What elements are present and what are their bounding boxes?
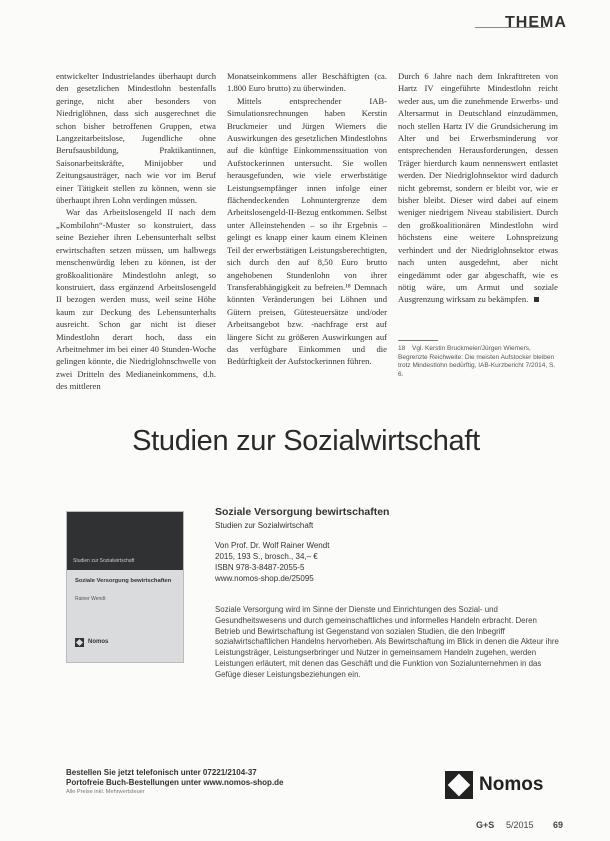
paragraph xyxy=(398,70,558,306)
paragraph: Monatseinkommens aller Beschäftigten (ca. 1.800 Euro brutto) zu überwinden. xyxy=(227,71,387,94)
ad-headline: Studien zur Sozialwirtschaft xyxy=(132,425,480,457)
book-cover-title: Soziale Versorgung bewirtschaften xyxy=(75,578,172,584)
paragraph: entwickelter Industrielandes überhaupt durch den gesetzlichen Mindestlohn bestenfalls geringe, nicht aber besonders von Niedriglöhnen, dass sich ausgerechnet die schon bisher betroffenen Gruppen, etwa Langzeitarbeitslose, Jugendliche ohne Berufsausbildung, Praktikantinnen, Saisonarbeitskräfte, Minijobber und Zeitungsausträger, nach wie vor im Beruf einer Tätigkeit stellen zu können, wenn sie überhaupt ihren Lohn verdingen müssen. xyxy=(56,71,216,206)
book-cover-series: Studien zur Sozialwirtschaft xyxy=(73,558,135,564)
paragraph: Mittels entsprechender IAB-Simulationsrechnungen haben Kerstin Bruckmeier und Jürgen Wiemers die Auswirkungen des gesetzlichen Mindestlohns auf die künftige Einkommenssituation von Aufstockerinnen untersucht. Sie wollen herausgefunden, wie viele erwerbstätige Leistungsempfänger innen infolge einer flächendeckenden Lohnuntergrenze dem Arbeitslosengeld-II-Bezug entkommen. Selbst unter Alleinstehenden – so ihr Ergebnis – gelingt es knapp einer kaum einem Kleinen Teil der erwerbstätigen Leistungsberechtigten, sich durch den auf 8,50 Euro brutto angehobenen Stundenlohn von ihrer Transferabhängigkeit zu befreien.¹⁸ Demnach könnten Veränderungen bei Löhnen und Gütern preisen, Gütesteuersätze und/oder Arbeitsangebot bzw. -nachfrage erst auf längere Sicht zu größeren Auswirkungen auf das verfügbare Einkommen und die Bedürftigkeit der Aufstockerinnen führen. xyxy=(227,95,387,367)
product-description: Soziale Versorgung wird im Sinne der Dienste und Einrichtungen des Sozial- und Gesundheitswesens und durch gemeinschaftliches und informelles Handeln erbracht. Deren Betrieb und Bewirtschaftung ist Gegenstand von sozialen Studien, die den Inbegriff sozialwirtschaftlichen Handelns hervorheben. Als Bewirtschaftung im Blick in denen die Akteur ihre Leistungsträger, Leistungserbringer und Nutzer in gemeinsamem Handeln zugehen, werden Leistungen erläutert, mit denen das Geschäft und die Funktion von Sozialunternehmen in das Gefüge dieser Leistungsbeziehungen ein. xyxy=(215,605,559,679)
product-title: Soziale Versorgung bewirtschaften xyxy=(215,506,390,518)
footnote-number: 18 xyxy=(398,345,406,352)
nomos-wordmark: Nomos xyxy=(479,774,544,795)
product-author: Von Prof. Dr. Wolf Rainer Wendt xyxy=(215,541,330,550)
journal-issue: 5/2015 xyxy=(506,820,534,830)
nomos-logo-icon xyxy=(75,638,84,647)
book-cover-publisher: Nomos xyxy=(88,639,109,645)
article-column-1 xyxy=(56,70,216,393)
product-details: 2015, 193 S., brosch., 34,– € xyxy=(215,552,318,561)
end-of-article-mark xyxy=(534,297,539,302)
product-info xyxy=(215,506,555,584)
article-column-2 xyxy=(227,70,387,368)
article-column-3 xyxy=(398,70,558,306)
nomos-diamond-icon xyxy=(445,771,473,799)
book-cover[interactable] xyxy=(66,511,184,663)
product-isbn: ISBN 978-3-8487-2055-5 xyxy=(215,563,305,572)
product-subtitle: Studien zur Sozialwirtschaft xyxy=(215,521,314,530)
product-url[interactable]: www.nomos-shop.de/25095 xyxy=(215,574,314,583)
footnote-text: Vgl. Kerstin Bruckmeier/Jürgen Wiemers, Begrenzte Reichweite: Die meisten Aufstocker bleiben trotz Mindestlohn bedürftig, IAB-Kurzbericht 7/2014, S. 6. xyxy=(398,345,556,378)
footnote-rule xyxy=(398,340,438,341)
paragraph-text: Durch 6 Jahre nach dem Inkrafttreten von Hartz IV eingeführte Mindestlohn reicht weder aus, um die zunehmende Erwerbs- und Altersarmut in Deutschland einzudämmen, noch stellen Hartz IV die Grundsicherung im Alter und bei Erwerbsminderung vor entsprechenden Herausforderungen, dessen Träger hierdurch kaum nennenswert entlastet werden. Der Niedriglohnsektor wird dadurch nicht gebremst, sondern er bleibt vor, wie er bisher bleibt. Dieser wird dabei auf einem weniger niedrigem Niveau stabilisiert. Durch den großkoalitionären Mindestlohn wird höchstens eine weitere Lohnspreizung verhindert und der Niedriglohnsektor etwas nach unten ausgedehnt, aber nicht eingedämmt oder gar abgeschafft, wie es nötig wäre, um Armut und soziale Ausgrenzung wirksam zu bekämpfen. xyxy=(398,71,558,305)
order-info xyxy=(66,768,284,797)
footnote xyxy=(398,345,558,379)
book-cover-author: Rainer Wendt xyxy=(75,596,106,602)
paragraph: War das Arbeitslosengeld II nach dem „Kombilohn“-Muster so konstruiert, dass seine Bezieher ihren Lebensunterhalt selbst erwirtschaften setzen müssen, um halbwegs menschenwürdig leben zu können, ist der großkoalitionäre Mindestlohn anlegt, so konstruiert, dass ergänzend Arbeitslosengeld II bezogen werden muss, weil seine Höhe kaum zur Deckung des Lebensunterhalts ausreicht. Schon gar nicht ist dieser Mindestlohn derart hoch, dass ein Arbeitnehmer im bei einer 40 Stunden-Woche gelingen könnte, die Niedriglohnschwelle von zwei Dritteln des Medianeinkommens, d.h. des mittleren xyxy=(56,207,216,392)
journal-name: G+S xyxy=(476,820,495,830)
order-shop[interactable]: Portofreie Buch-Bestellungen unter www.nomos-shop.de xyxy=(66,778,284,787)
nomos-logo xyxy=(445,771,553,799)
section-label: THEMA xyxy=(505,14,567,31)
page-number: 69 xyxy=(553,820,564,830)
order-phone: Bestellen Sie jetzt telefonisch unter 07221/2104-37 xyxy=(66,768,257,777)
order-fineprint: Alle Preise inkl. Mehrwertsteuer xyxy=(66,789,145,795)
